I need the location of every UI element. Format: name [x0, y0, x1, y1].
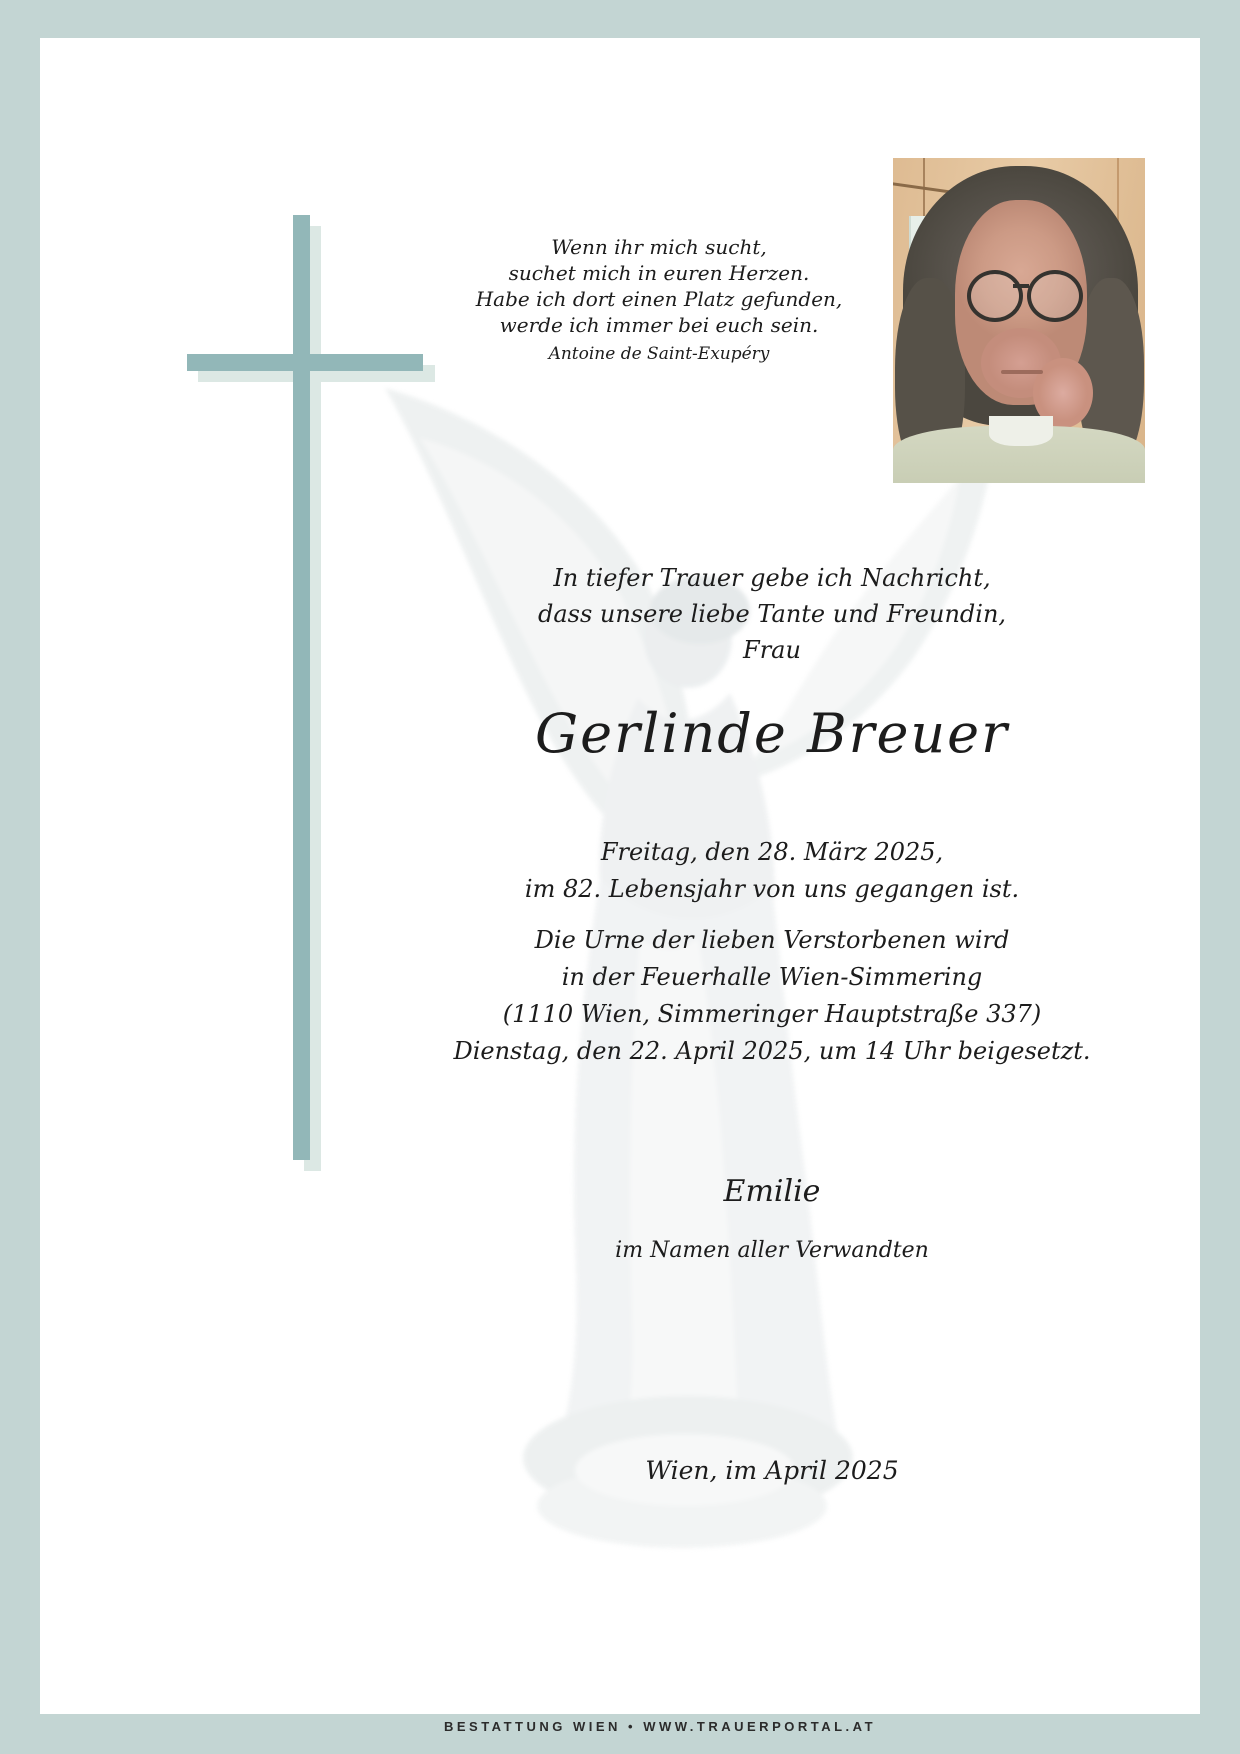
- death-date-block: [432, 834, 1112, 908]
- mourner-name: Emilie: [723, 1174, 821, 1209]
- intro-line: Frau: [743, 636, 801, 664]
- burial-line: Dienstag, den 22. April 2025, um 14 Uhr beigesetzt.: [453, 1037, 1091, 1065]
- announcement-intro: [432, 560, 1112, 668]
- quote-line: Habe ich dort einen Platz gefunden,: [475, 287, 843, 311]
- quote-line: Wenn ihr mich sucht,: [551, 235, 767, 259]
- burial-line: in der Feuerhalle Wien-Simmering: [561, 963, 983, 991]
- intro-line: In tiefer Trauer gebe ich Nachricht,: [553, 564, 991, 592]
- burial-line: Die Urne der lieben Verstorbenen wird: [534, 926, 1010, 954]
- footer-branding: BESTATTUNG WIEN • WWW.TRAUERPORTAL.AT: [443, 1719, 877, 1734]
- quote-attribution: Antoine de Saint-Exupéry: [548, 344, 770, 364]
- deceased-name: Gerlinde Breuer: [535, 702, 1009, 765]
- death-line: Freitag, den 28. März 2025,: [600, 838, 944, 866]
- burial-line: (1110 Wien, Simmeringer Hauptstraße 337): [502, 1000, 1042, 1028]
- card-paper: [40, 38, 1200, 1734]
- intro-line: dass unsere liebe Tante und Freundin,: [537, 600, 1007, 628]
- quote-line: werde ich immer bei euch sein.: [499, 313, 819, 337]
- mourner-subtitle: im Namen aller Verwandten: [615, 1238, 929, 1263]
- place-and-date: Wien, im April 2025: [645, 1456, 899, 1485]
- memorial-quote: [319, 234, 999, 367]
- burial-info-block: [432, 922, 1112, 1070]
- death-line: im 82. Lebensjahr von uns gegangen ist.: [524, 875, 1020, 903]
- portrait-glasses: [1013, 284, 1029, 288]
- portrait-clothing: [989, 416, 1053, 446]
- quote-line: suchet mich in euren Herzen.: [508, 261, 810, 285]
- portrait-face-detail: [1001, 370, 1043, 374]
- portrait-glasses: [1027, 270, 1083, 322]
